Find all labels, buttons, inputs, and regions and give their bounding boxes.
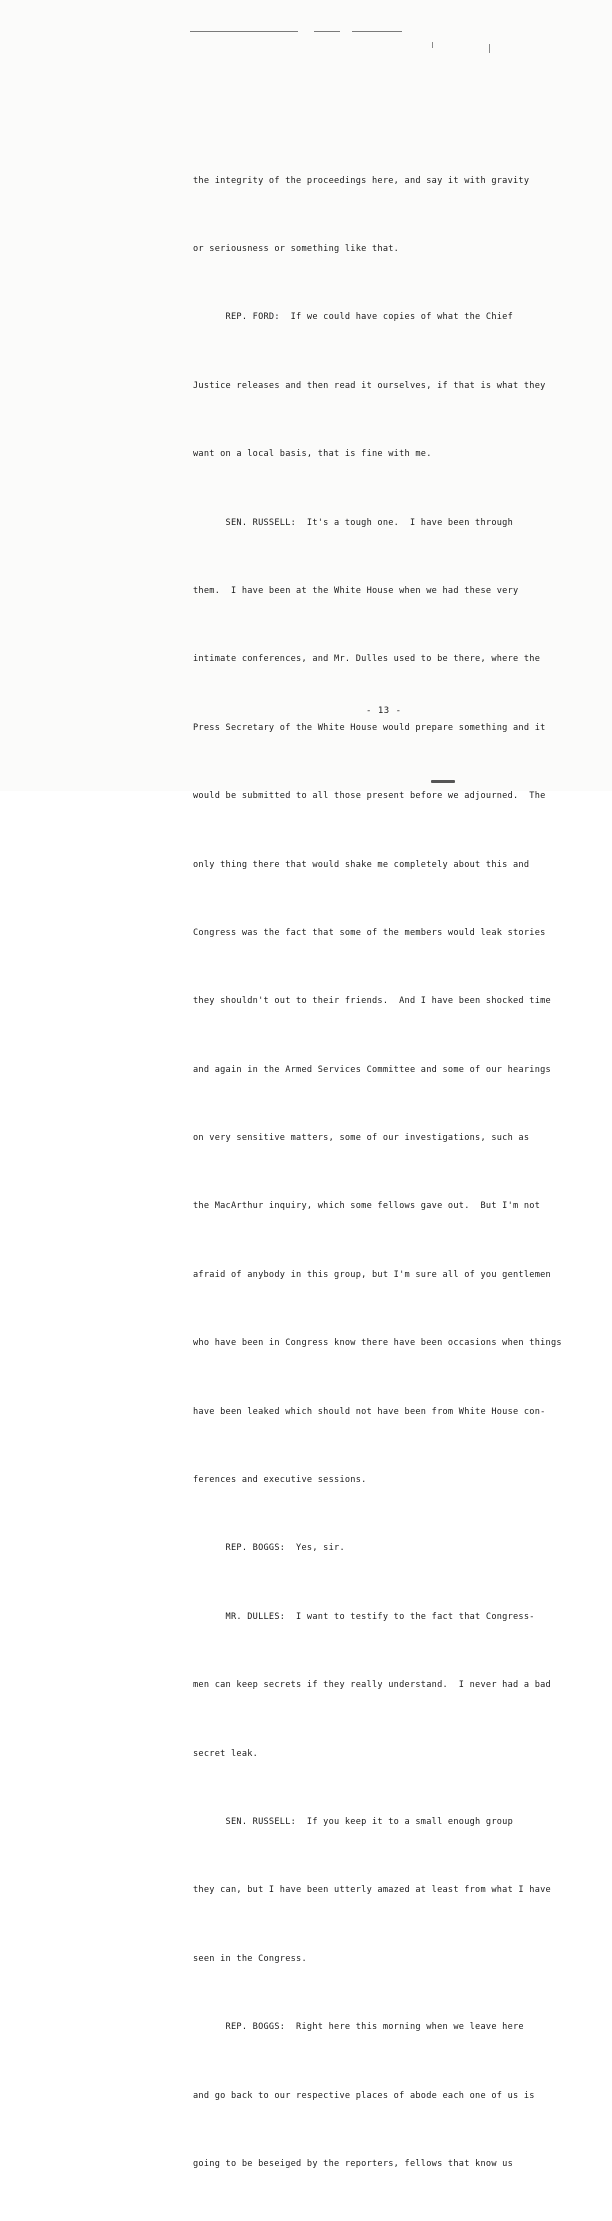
transcript-line: ferences and executive sessions. (193, 1475, 367, 1486)
transcript-line: have been leaked which should not have been from White House con- (193, 1406, 546, 1417)
header-rule-middle (314, 31, 340, 32)
transcript-line: would be submitted to all those present before we adjourned. The (193, 791, 546, 802)
transcript-line: Justice releases and then read it ourselves, if that is what they (193, 380, 546, 391)
transcript-line: on very sensitive matters, some of our investigations, such as (193, 1133, 530, 1144)
transcript-line: only thing there that would shake me completely about this and (193, 859, 530, 870)
transcript-line: Press Secretary of the White House would prepare something and it (193, 722, 546, 733)
transcript-body (193, 124, 573, 2221)
scan-mark (489, 44, 490, 53)
transcript-line: the MacArthur inquiry, which some fellows gave out. But I'm not (193, 1201, 541, 1212)
transcript-line: REP. BOGGS: Right here this morning when we leave here (193, 2022, 524, 2033)
transcript-line: Congress was the fact that some of the members would leak stories (193, 927, 546, 938)
scan-mark (432, 42, 433, 48)
transcript-line: REP. FORD: If we could have copies of what the Chief (193, 312, 514, 323)
header-rule-left (190, 31, 298, 32)
transcript-line: want on a local basis, that is fine with me. (193, 449, 432, 460)
transcript-line: men can keep secrets if they really understand. I never had a bad (193, 1680, 551, 1691)
transcript-line: MR. DULLES: I want to testify to the fact that Congress- (193, 1611, 535, 1622)
transcript-line: and go back to our respective places of abode each one of us is (193, 2090, 535, 2101)
transcript-line: secret leak. (193, 1748, 259, 1759)
scan-mark (431, 780, 455, 783)
transcript-line: SEN. RUSSELL: If you keep it to a small enough group (193, 1816, 514, 1827)
transcript-line: seen in the Congress. (193, 1953, 307, 1964)
transcript-line: or seriousness or something like that. (193, 243, 400, 254)
transcript-line: the integrity of the proceedings here, and say it with gravity (193, 175, 530, 186)
transcript-line: who have been in Congress know there have been occasions when things (193, 1338, 562, 1349)
header-rule-right (352, 31, 402, 32)
page-number: - 13 - (366, 706, 402, 716)
transcript-line: afraid of anybody in this group, but I'm sure all of you gentlemen (193, 1269, 551, 1280)
transcript-line: going to be beseiged by the reporters, fellows that know us (193, 2158, 514, 2169)
transcript-line: REP. BOGGS: Yes, sir. (193, 1543, 345, 1554)
transcript-line: they shouldn't out to their friends. And I have been shocked time (193, 996, 551, 1007)
transcript-line: they can, but I have been utterly amazed at least from what I have (193, 1885, 551, 1896)
transcript-line: them. I have been at the White House when we had these very (193, 585, 519, 596)
transcript-line: intimate conferences, and Mr. Dulles used to be there, where the (193, 654, 541, 665)
transcript-line: and again in the Armed Services Committee and some of our hearings (193, 1064, 551, 1075)
transcript-line: SEN. RUSSELL: It's a tough one. I have been through (193, 517, 514, 528)
